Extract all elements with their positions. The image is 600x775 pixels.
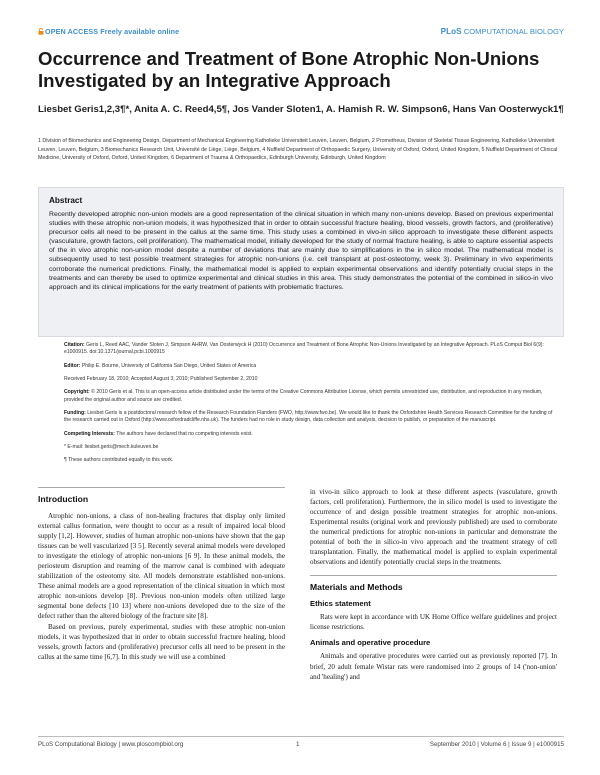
section-divider: [38, 487, 285, 488]
footer-divider: [38, 736, 564, 737]
competing-interests: Competing Interests: The authors have declared that no competing interests exist.: [64, 430, 253, 437]
dates: Received February 18, 2010; Accepted August 3, 2010; Published September 2, 2010: [64, 375, 258, 382]
open-access-lock-icon: [38, 28, 44, 35]
ethics-heading: Ethics statement: [310, 599, 371, 609]
introduction-heading: Introduction: [38, 494, 89, 504]
intro-paragraph-3: in vivo-in silico approach to look at these different aspects (vasculature, growth factors, cell proliferation). Furthermore, the in silico model is used to investigate the occurrence of and design possible treatment strategies for atrophic non-unions. Experimental results (original work and previously published) are used to corroborate the numerical predictions for atrophic non-unions in particular and demonstrate the potential of both the in silico-in vivo approach and the treatment strategy of cell transplantation. Finally, the mathematical model is applied to explain experimental observations and identify potentially crucial steps in the treatments.: [310, 488, 557, 567]
abstract-text: Recently developed atrophic non-union models are a good representation of the clinical situation in which many non-unions develop. Based on previous experimental studies with these atrophic non-union models, it was hypothesized that in order to obtain successful fracture healing, blood vessels, growth factors, and (proliferative) precursor cells all need to be present in the callus at the same time. This study uses a combined in vivo-in silico approach to investigate these different aspects (vasculature, growth factors, cell proliferation). The mathematical model, initially developed for the study of normal fracture healing, is able to capture essential aspects of the in vivo atrophic non-union model despite a number of deviations that are mainly due to simplifications in the in silico model. The mathematical model is subsequently used to test possible treatment strategies for atrophic non-unions (i.e. cell transplant at post-osteotomy, week 3). Preliminary in vivo experiments corroborate the numerical predictions. Finally, the mathematical model is applied to explain experimental observations and identify potentially crucial steps in the treatments and can thereby be used to optimize experimental and clinical studies in this area. This study demonstrates the potential of the combined in silico-in vivo approach and its clinical implications for the early treatment of patients with problematic fractures.: [49, 211, 553, 291]
journal-name: COMPUTATIONAL BIOLOGY: [463, 27, 564, 36]
abstract-box: [38, 187, 564, 337]
intro-paragraph-1: Atrophic non-unions, a class of non-healing fractures that display only limited external callus formation, were thought to occur as a result of impaired local blood supply [1,2]. However, studies of human atrophic non-unions have shown that the gap tissues can be well vascularized [3 5]. Recently several animal models were developed to investigate the etiology of atrophic non-unions [6 9]. In these animal models, the periosteum disruption and reaming of the marrow canal is combined with adequate stabilization of the osteotomy site. All models demonstrate established non-unions. These animal models are a good representation of the clinical situation in which most atrophic non-unions develop [8]. Previous non-union models often utilized large segmental bone defects [10 13] where non-unions developed due to the size of the defect rather than the altered biology of the fracture site [8].: [38, 512, 285, 621]
journal-plos: PLoS: [440, 27, 462, 36]
affiliations: 1 Division of Biomechanics and Engineering Design, Department of Mechanical Engineering Katholieke Universiteit Leuven, Leuven, Belgium, 2 Prometheus, Division of Skeletal Tissue Engineering, Katholieke Universiteit Leuven, Leuven, Belgium, 3 Biomechanics Research Unit, Université de Liège, Liège, Belgium, 4 Nuffield Department of Orthopaedic Surgery, University of Oxford, Oxford, United Kingdom, 5 Nuffield Department of Clinical Medicine, University of Oxford, Oxford, United Kingdom, 6 Department of Trauma & Orthopaedics, Edinburgh University, Edinburgh, United Kingdom: [38, 138, 558, 162]
page-footer: [38, 736, 564, 750]
footer-journal: PLoS Computational Biology | www.ploscompbiol.org: [38, 741, 184, 748]
copyright: Copyright: © 2010 Geris et al. This is an open-access article distributed under the terms of the Creative Commons Attribution License, which permits unrestricted use, distribution, and reproduction in any medium, provided the original author and source are credited.: [64, 389, 543, 403]
animals-heading: Animals and operative procedure: [310, 638, 431, 648]
animals-paragraph: Animals and operative procedures were carried out as previously reported [7]. In brief, 20 adult female Wistar rats were randomised into 2 groups of 14 ('non-union' and 'healing') and: [310, 652, 557, 681]
contact-email[interactable]: * E-mail: liesbet.geris@mech.kuleuven.be: [64, 443, 159, 450]
journal-logo: [441, 27, 564, 36]
intro-paragraph-2: Based on previous, purely experimental, studies with these atrophic non-union models, it was hypothesized that in order to obtain successful fracture healing, blood vessels, growth factors and (proliferative) precursor cells all need to be present in the callus at the same time [6,7]. In this study we will use a combined: [38, 622, 285, 661]
page-number: 1: [296, 741, 300, 748]
article-metadata: [64, 342, 560, 471]
abstract-heading: Abstract: [49, 196, 83, 205]
footer-issue: September 2010 | Volume 6 | Issue 9 | e1000915: [429, 741, 564, 748]
equal-contribution-note: ¶ These authors contributed equally to this work.: [64, 457, 174, 464]
ethics-paragraph: Rats were kept in accordance with UK Home Office welfare guidelines and project license restrictions.: [310, 613, 557, 632]
article-title: Occurrence and Treatment of Bone Atrophic Non-Unions Investigated by an Integrative Approach: [38, 48, 540, 91]
right-column: [310, 487, 557, 682]
funding: Funding: Liesbet Geris is a postdoctoral research fellow of the Research Foundation Flanders (FWO, http://www.fwo.be). We would like to thank the Oxfordshire Health Services Research Committee for the funding of the research carried out in Oxford (http://www.oxfordradcliffe.nhs.uk). The funders had no role in study design, data collection and analysis, decision to publish, or preparation of the manuscript.: [64, 409, 553, 424]
editor: Editor: Philip E. Bourne, University of California San Diego, United States of America: [64, 362, 257, 369]
left-column: [38, 487, 285, 662]
section-divider: [310, 575, 557, 576]
open-access-text: OPEN ACCESS Freely available online: [45, 27, 180, 36]
methods-heading: Materials and Methods: [310, 582, 403, 593]
author-list: Liesbet Geris1,2,3¶*, Anita A. C. Reed4,5¶, Jos Vander Sloten1, A. Hamish R. W. Simpson6, Hans Van Oosterwyck1¶: [38, 104, 564, 115]
journal-header: [38, 27, 564, 39]
open-access-label: [38, 27, 179, 36]
citation: Citation: Geris L, Reed AAC, Vander Sloten J, Simpson AHRW, Van Oosterwyck H (2010) Occurrence and Treatment of Bone Atrophic Non-Unions Investigated by an Integrative Approach. PLoS Comput Biol 6(9): e1000915. doi:10.1371/journal.pcbi.1000915: [64, 342, 544, 356]
